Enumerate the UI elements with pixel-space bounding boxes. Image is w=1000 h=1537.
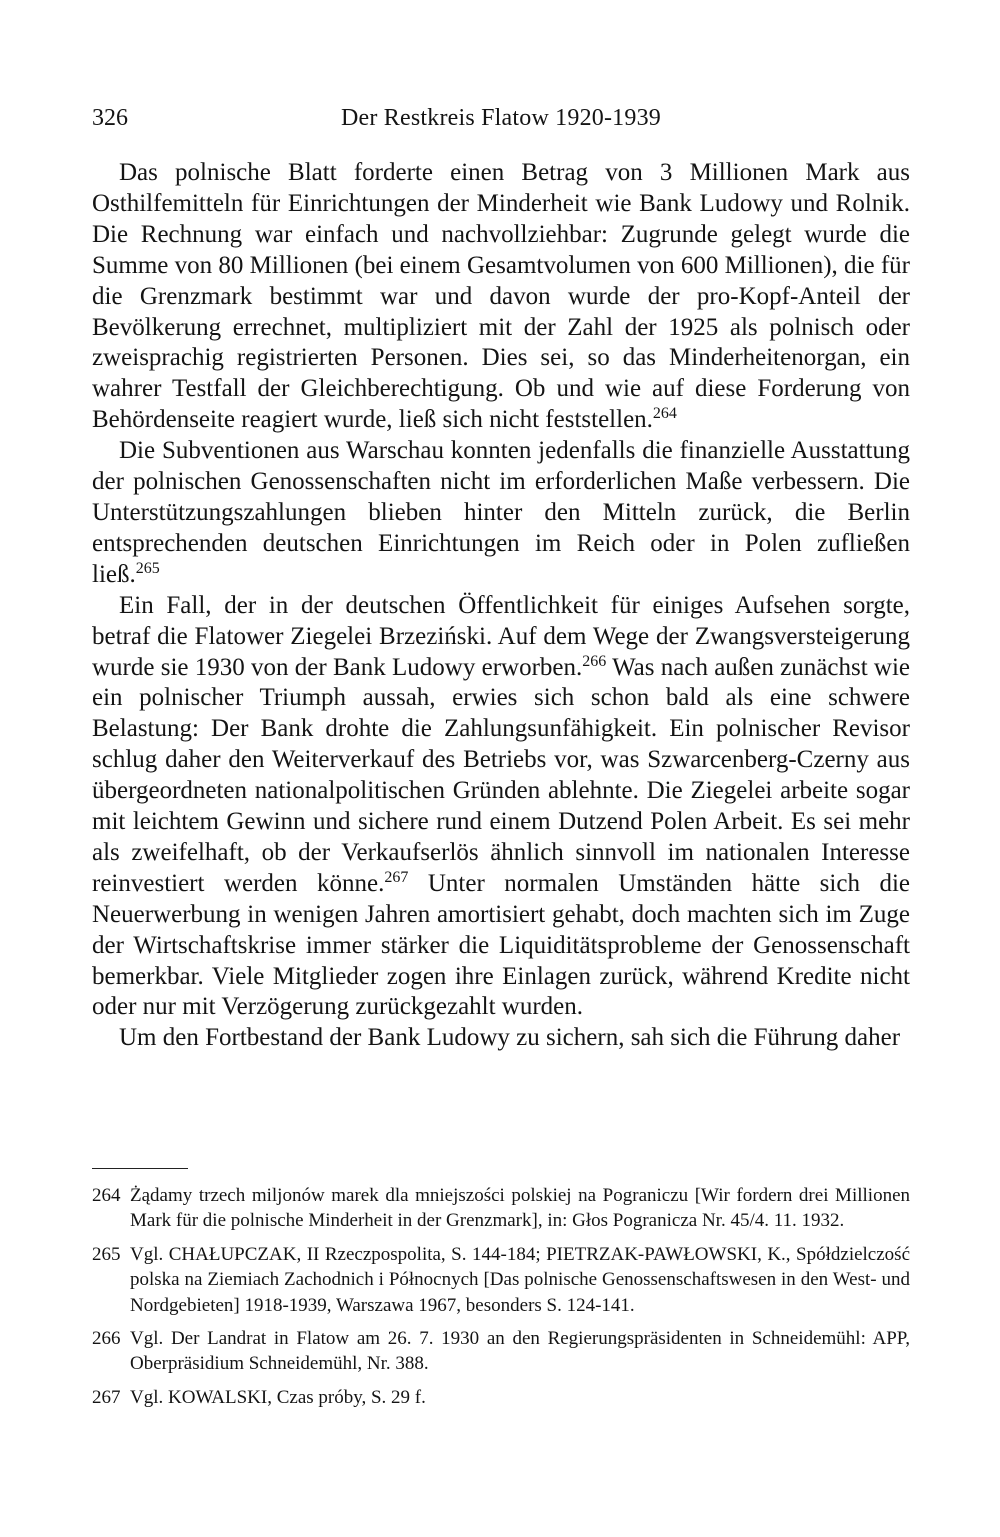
footnote-text: Żądamy trzech miljonów marek dla mniejszości polskiej na Pograniczu [Wir fordern drei Millionen Mark für die polnische Minderheit in der Grenzmark], in: Głos Pogranicza Nr. 45/4. 11. 1932. <box>130 1185 910 1232</box>
footnote-divider <box>92 1168 188 1169</box>
paragraph-4 <box>92 1023 910 1054</box>
paragraph-1 <box>92 158 910 436</box>
footnote-text: Vgl. KOWALSKI, Czas próby, S. 29 f. <box>130 1386 426 1408</box>
paragraph-3 <box>92 591 910 1024</box>
footnote-266 <box>92 1326 910 1377</box>
footnote-number: 265 <box>92 1243 121 1265</box>
footnote-number: 267 <box>92 1386 121 1408</box>
paragraph-tail: Was nach außen zunächst wie ein polnischer Triumph aussah, erwies sich schon bald als eine schwere Belastung: Der Bank drohte die Zahlungsunfähigkeit. Ein polnischer Revisor schlug daher den Weiterverkauf des Betriebs vor, was Szwarcenberg-Czerny aus übergeordneten nationalpolitischen Gründen ablehnte. Die Ziegelei arbeite sogar mit leichtem Gewinn und sichere rund einem Dutzend Polen Arbeit. Es sei mehr als zweifelhaft, ob der Verkaufserlös ähnlich sinnvoll im nationalen Interesse reinvestiert werden könne. <box>92 653 910 897</box>
main-text <box>92 158 910 1054</box>
paragraph-text: Ein Fall, der in der deutschen Öffentlichkeit für einiges Aufsehen sorgte, betraf die Flatower Ziegelei Brzeziński. Auf dem Wege der Zwangsversteigerung wurde sie 1930 von der Bank Ludowy erworben. <box>92 591 910 681</box>
footnote-265 <box>92 1242 910 1318</box>
footnote-ref-265[interactable]: 265 <box>135 559 160 577</box>
running-head: Der Restkreis Flatow 1920-1939 <box>341 105 661 131</box>
footnote-number: 264 <box>92 1185 121 1206</box>
page-header <box>92 103 910 137</box>
paragraph-text: Die Subventionen aus Warschau konnten jedenfalls die finanzielle Ausstattung der polnischen Genossenschaften nicht im erforderlichen Maße verbessern. Die Unterstützungszahlungen blieben hinter den Mitteln zurück, die Berlin entsprechenden deutschen Einrichtungen im Reich oder in Polen zufließen ließ. <box>92 437 910 588</box>
paragraph-text: Um den Fortbestand der Bank Ludowy zu sichern, sah sich die Führung daher <box>119 1024 901 1052</box>
footnote-ref-267[interactable]: 267 <box>384 868 409 886</box>
paragraph-2 <box>92 436 910 591</box>
paragraph-text: Das polnische Blatt forderte einen Betrag von 3 Millionen Mark aus Osthilfemitteln für Einrichtungen der Minderheit wie Bank Ludowy und Rolnik. Die Rechnung war einfach und nachvollziehbar: Zugrunde gelegt wurde die Summe von 80 Millionen (bei einem Gesamtvolumen von 600 Millionen), die für die Grenzmark bestimmt war und davon wurde der pro-Kopf-Anteil der Bevölkerung errechnet, multipliziert mit der Zahl der 1925 als polnisch oder zweisprachig registrierten Personen. Dies sei, so das Minderheitenorgan, ein wahrer Testfall der Gleichberechtigung. Ob und wie auf diese Forderung von Behördenseite reagiert wurde, ließ sich nicht feststellen. <box>92 159 910 434</box>
page-number: 326 <box>92 105 128 131</box>
footnotes <box>92 1183 910 1418</box>
paragraph-tail: Unter normalen Umständen hätte sich die Neuerwerbung in wenigen Jahren amortisiert gehabt, doch machten sich im Zuge der Wirtschaftskrise immer stärker die Liquiditätsprobleme der Genossenschaft bemerkbar. Viele Mitglieder zogen ihre Einlagen zurück, während Kredite nicht oder nur mit Verzögerung zurückgezahlt wurden. <box>92 869 910 1021</box>
footnote-264 <box>92 1183 910 1234</box>
footnote-text: Vgl. CHAŁUPCZAK, II Rzeczpospolita, S. 144-184; PIETRZAK-PAWŁOWSKI, K., Spółdzielczość polska na Ziemiach Zachodnich i Północnych [Das polnische Genossenschaftswesen in den West- und Nordgebieten] 1918-1939, Warszawa 1967, besonders S. 124-141. <box>130 1243 910 1316</box>
footnote-267 <box>92 1385 910 1410</box>
footnote-ref-266[interactable]: 266 <box>582 652 607 670</box>
footnote-number: 266 <box>92 1328 121 1350</box>
footnote-ref-264[interactable]: 264 <box>652 405 677 423</box>
footnote-text: Vgl. Der Landrat in Flatow am 26. 7. 1930 an den Regierungspräsidenten in Schneidemühl: APP, Oberpräsidium Schneidemühl, Nr. 388. <box>130 1328 910 1375</box>
